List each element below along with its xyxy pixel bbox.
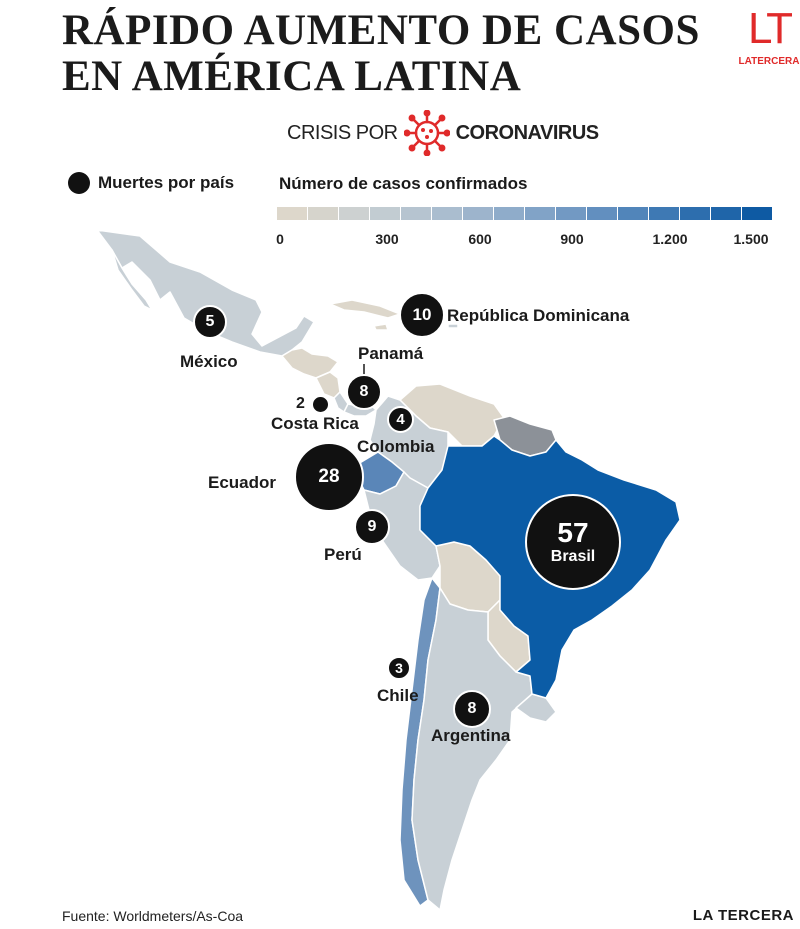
region-jamaica xyxy=(374,324,388,330)
cases-legend-title: Número de casos confirmados xyxy=(279,174,528,193)
section-prefix: CRISIS POR xyxy=(287,121,398,144)
region-cuba xyxy=(330,300,400,318)
source-note: Fuente: Worldmeters/As-Coa xyxy=(62,908,244,924)
brand-footer: LA TERCERA xyxy=(692,907,794,924)
scale-tick: 0 xyxy=(276,231,284,247)
scale-tick: 600 xyxy=(468,231,492,247)
country-label-costa-rica: Costa Rica xyxy=(271,414,359,433)
deaths-bubble-republica-dominicana xyxy=(399,292,445,338)
page-title: RÁPIDO AUMENTO DE CASOS EN AMÉRICA LATINA xyxy=(62,7,700,100)
deaths-bubble-costa-rica xyxy=(311,395,330,414)
country-label-peru: Perú xyxy=(324,545,362,564)
deaths-value: 8 xyxy=(359,383,369,400)
deaths-bubble-ecuador xyxy=(294,442,364,512)
country-label-brasil: Brasil xyxy=(550,548,596,565)
country-label-ecuador: Ecuador xyxy=(208,473,277,492)
deaths-bubble-argentina xyxy=(453,690,491,728)
deaths-bubble-brasil xyxy=(525,494,621,590)
deaths-value: 3 xyxy=(395,660,403,676)
deaths-value: 28 xyxy=(318,466,340,487)
scale-tick: 900 xyxy=(560,231,584,247)
deaths-bubble-chile xyxy=(387,656,411,680)
deaths-bubble-colombia xyxy=(387,406,414,433)
country-label-republica-dominicana: República Dominicana xyxy=(447,306,630,325)
logo-mark: LT xyxy=(747,4,791,53)
deaths-value: 8 xyxy=(467,700,477,717)
country-label-mexico: México xyxy=(180,352,238,371)
deaths-value: 9 xyxy=(367,518,377,535)
country-label-panama: Panamá xyxy=(358,344,424,363)
country-label-argentina: Argentina xyxy=(431,726,511,745)
country-label-colombia: Colombia xyxy=(357,437,435,456)
deaths-bubble-panama xyxy=(346,374,382,410)
logo-text: LATERCERA xyxy=(738,56,800,67)
deaths-value: 4 xyxy=(396,411,405,428)
deaths-value: 57 xyxy=(557,517,589,548)
deaths-value-costa-rica: 2 xyxy=(296,395,305,412)
section-topic: CORONAVIRUS xyxy=(455,121,599,144)
deaths-value: 10 xyxy=(412,305,432,324)
scale-tick: 300 xyxy=(375,231,399,247)
deaths-value: 5 xyxy=(205,313,215,330)
deaths-legend-label: Muertes por país xyxy=(98,173,235,192)
country-label-chile: Chile xyxy=(377,686,419,705)
deaths-bubble-peru xyxy=(354,509,390,545)
scale-tick: 1.500 xyxy=(733,231,769,247)
scale-tick: 1.200 xyxy=(652,231,688,247)
deaths-bubble-mexico xyxy=(193,305,227,339)
